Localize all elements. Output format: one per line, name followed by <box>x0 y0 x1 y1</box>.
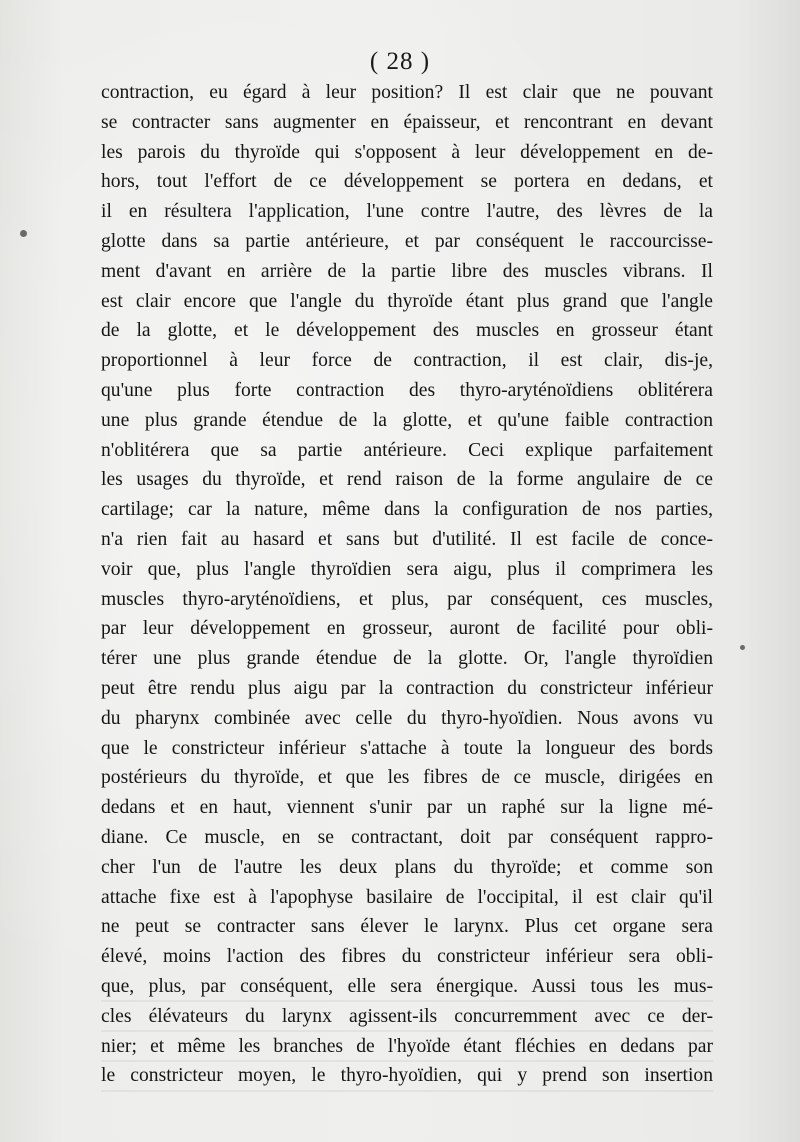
text-line: de la glotte, et le développement des muscles en grosseur étant <box>101 320 713 342</box>
text-line: par leur développement en grosseur, auront de facilité pour obli- <box>101 618 713 640</box>
text-line: cher l'un de l'autre les deux plans du thyroïde; et comme son <box>101 856 713 878</box>
text-line: qu'une plus forte contraction des thyro-aryténoïdiens oblitérera <box>101 379 713 401</box>
bleed-through-shadow <box>101 1000 713 1120</box>
text-line: cartilage; car la nature, même dans la configuration de nos parties, <box>101 499 713 521</box>
text-line: térer une plus grande étendue de la glotte. Or, l'angle thyroïdien <box>101 648 713 670</box>
text-line: n'a rien fait au hasard et sans but d'utilité. Il est facile de conce- <box>101 528 713 550</box>
text-line: est clair encore que l'angle du thyroïde étant plus grand que l'angle <box>101 290 713 312</box>
text-line: élevé, moins l'action des fibres du constricteur inférieur sera obli- <box>101 946 713 968</box>
text-line: attache fixe est à l'apophyse basilaire de l'occipital, il est clair qu'il <box>101 886 713 908</box>
text-line: nier; et même les branches de l'hyoïde étant fléchies en dedans par <box>101 1035 713 1057</box>
text-line: proportionnel à leur force de contraction, il est clair, dis-je, <box>101 350 713 372</box>
text-line: muscles thyro-aryténoïdiens, et plus, par conséquent, ces muscles, <box>101 588 713 610</box>
margin-speck <box>20 230 27 237</box>
text-line: les usages du thyroïde, et rend raison de la forme angulaire de ce <box>101 469 713 491</box>
text-line: hors, tout l'effort de ce développement se portera en dedans, et <box>101 171 713 193</box>
body-text <box>101 78 713 1091</box>
text-line: voir que, plus l'angle thyroïdien sera aigu, plus il comprimera les <box>101 558 713 580</box>
text-line: glotte dans sa partie antérieure, et par conséquent le raccourcisse- <box>101 230 713 252</box>
text-line: que le constricteur inférieur s'attache à toute la longueur des bords <box>101 737 713 759</box>
text-line: ment d'avant en arrière de la partie libre des muscles vibrans. Il <box>101 260 713 282</box>
page-number: ( 28 ) <box>369 48 431 75</box>
text-line: que, plus, par conséquent, elle sera énergique. Aussi tous les mus- <box>101 975 713 997</box>
text-line: postérieurs du thyroïde, et que les fibres de ce muscle, dirigées en <box>101 767 713 789</box>
text-line: peut être rendu plus aigu par la contraction du constricteur inférieur <box>101 677 713 699</box>
text-line: n'oblitérera que sa partie antérieure. Ceci explique parfaitement <box>101 439 713 461</box>
text-line: contraction, eu égard à leur position? Il est clair que ne pouvant <box>101 82 713 103</box>
text-line: il en résultera l'application, l'une contre l'autre, des lèvres de la <box>101 201 713 223</box>
text-line: se contracter sans augmenter en épaisseur, et rencontrant en devant <box>101 111 713 133</box>
text-line: du pharynx combinée avec celle du thyro-hyoïdien. Nous avons vu <box>101 707 713 729</box>
text-line: les parois du thyroïde qui s'opposent à leur développement en de- <box>101 141 713 163</box>
text-line: le constricteur moyen, le thyro-hyoïdien, qui y prend son insertion <box>101 1065 713 1087</box>
text-line: une plus grande étendue de la glotte, et qu'une faible contraction <box>101 409 713 431</box>
text-line: dedans et en haut, viennent s'unir par un raphé sur la ligne mé- <box>101 797 713 819</box>
text-line: cles élévateurs du larynx agissent-ils concurremment avec ce der- <box>101 1005 713 1027</box>
text-line: diane. Ce muscle, en se contractant, doit par conséquent rappro- <box>101 826 713 848</box>
margin-speck <box>740 645 745 650</box>
text-line: ne peut se contracter sans élever le larynx. Plus cet organe sera <box>101 916 713 938</box>
